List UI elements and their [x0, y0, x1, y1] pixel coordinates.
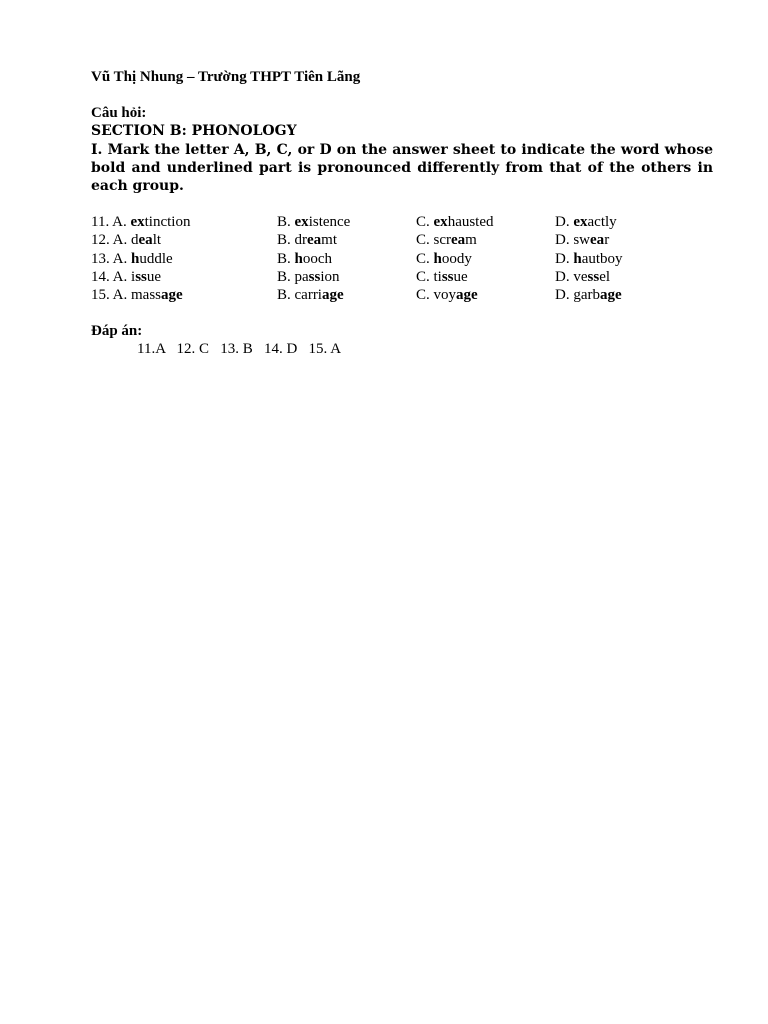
option-a: 13. A. huddle: [91, 250, 173, 267]
option-a: 11. A. extinction: [91, 214, 191, 231]
option-b: B. passion: [277, 268, 340, 285]
answer-label: Đáp án:: [91, 323, 143, 340]
question-row: [91, 268, 713, 286]
section-title: SECTION B: PHONOLOGY: [91, 123, 297, 140]
option-d: D. garbage: [555, 286, 622, 303]
question-row: [91, 250, 713, 268]
highlighted-part: ex: [294, 214, 309, 231]
option-b: B. dreamt: [277, 232, 338, 249]
highlighted-part: ex: [573, 214, 588, 231]
option-b: B. hooch: [277, 250, 333, 267]
option-c: C. exhausted: [416, 214, 494, 231]
option-a: 12. A. dealt: [91, 232, 162, 249]
question-row: [91, 231, 713, 249]
option-c: C. voyage: [416, 286, 478, 303]
question-label: Câu hỏi:: [91, 105, 147, 122]
highlighted-part: ea: [307, 232, 322, 249]
option-c: C. scream: [416, 232, 477, 249]
option-d: D. swear: [555, 232, 610, 249]
author-line: Vũ Thị Nhung – Trường THPT Tiên Lãng: [91, 69, 361, 85]
option-d: D. vessel: [555, 268, 611, 285]
option-d: D. hautboy: [555, 250, 623, 267]
highlighted-part: ea: [590, 232, 605, 249]
question-list: [91, 213, 713, 304]
highlighted-part: age: [161, 286, 183, 303]
document-page: [91, 68, 713, 359]
answer-key: 11.A 12. C 13. B 14. D 15. A: [137, 341, 342, 358]
highlighted-part: ex: [130, 214, 145, 231]
highlighted-part: h: [294, 250, 303, 267]
highlighted-part: ss: [308, 268, 321, 285]
question-row: [91, 213, 713, 231]
option-b: B. carriage: [277, 286, 344, 303]
option-b: B. existence: [277, 214, 351, 231]
highlighted-part: h: [573, 250, 582, 267]
option-a: 14. A. issue: [91, 268, 162, 285]
highlighted-part: ss: [587, 268, 600, 285]
option-c: C. hoody: [416, 250, 472, 267]
highlighted-part: age: [456, 286, 478, 303]
option-c: C. tissue: [416, 268, 468, 285]
option-d: D. exactly: [555, 214, 617, 231]
highlighted-part: ea: [138, 232, 153, 249]
instruction-text: I. Mark the letter A, B, C, or D on the answer sheet to indicate the word whose bold and underlined part is pronounced differently from that of the others in each group.: [91, 141, 713, 195]
option-a: 15. A. massage: [91, 286, 183, 303]
highlighted-part: age: [321, 286, 344, 303]
highlighted-part: h: [131, 250, 140, 267]
highlighted-part: ea: [451, 232, 466, 249]
highlighted-part: ss: [135, 268, 147, 285]
highlighted-part: ex: [433, 214, 448, 231]
question-row: [91, 286, 713, 304]
highlighted-part: ss: [441, 268, 454, 285]
highlighted-part: age: [600, 286, 622, 303]
highlighted-part: h: [433, 250, 442, 267]
